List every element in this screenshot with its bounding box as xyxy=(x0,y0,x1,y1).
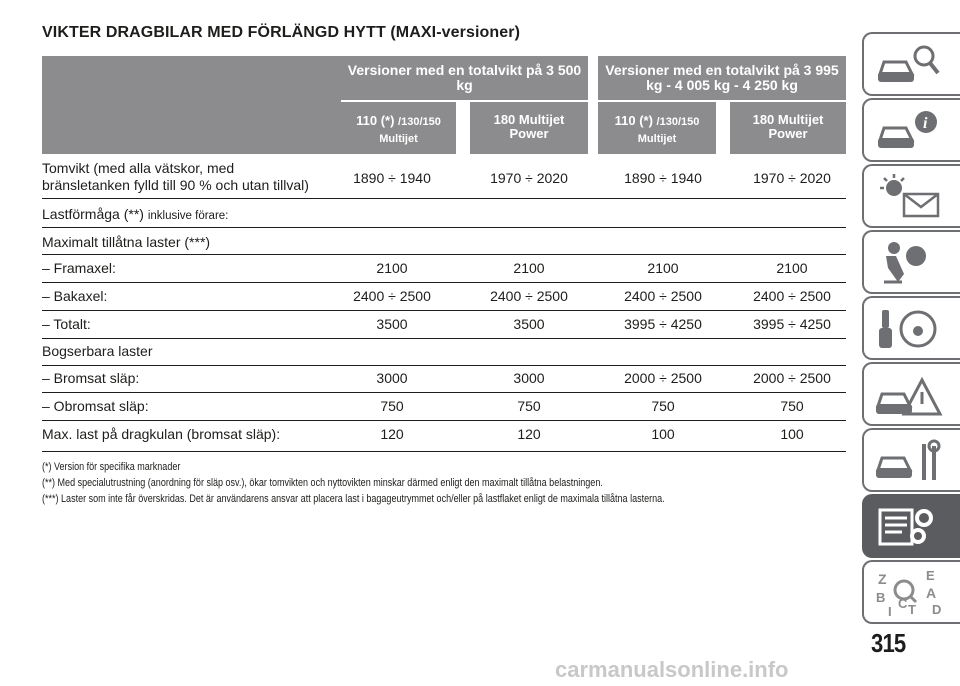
row-label: – Bromsat släp: xyxy=(42,370,140,386)
row-divider xyxy=(42,198,846,199)
car-info-icon xyxy=(874,106,944,156)
row-divider xyxy=(42,338,846,339)
key-steering-wheel-icon xyxy=(874,304,944,354)
cell-value: 1890 ÷ 1940 xyxy=(353,170,431,186)
cell-value: 3000 xyxy=(376,370,408,386)
row-divider xyxy=(42,420,846,421)
row-label: Maximalt tillåtna laster (***) xyxy=(42,234,211,250)
cell-value: 100 xyxy=(651,426,675,442)
cell-value: 2000 ÷ 2500 xyxy=(753,370,831,386)
cell-value: 2400 ÷ 2500 xyxy=(753,288,831,304)
car-warning-triangle-icon xyxy=(874,370,944,420)
index-letter: Z xyxy=(878,571,887,587)
airbag-person-icon xyxy=(874,238,944,288)
cell-value: 2000 ÷ 2500 xyxy=(624,370,702,386)
subheader-label: 110 (*) /130/150 Multijet xyxy=(614,113,700,145)
alphabetical-index-icon xyxy=(874,568,944,618)
cell-value: 3500 xyxy=(513,316,545,332)
tab-maintenance[interactable] xyxy=(862,428,960,492)
technical-data-gear-icon xyxy=(874,502,944,552)
cell-value: 120 xyxy=(380,426,404,442)
subheader-label: 110 (*) /130/150 Multijet xyxy=(356,113,441,145)
table-header-left xyxy=(42,56,341,154)
cell-value: 100 xyxy=(780,426,804,442)
row-label: – Totalt: xyxy=(42,316,91,332)
page-title: VIKTER DRAGBILAR MED FÖRLÄNGD HYTT (MAXI-versioner) xyxy=(42,24,520,41)
subheader-label: 180 Multijet Power xyxy=(752,112,824,141)
row-divider xyxy=(42,227,846,228)
index-letter: T xyxy=(908,602,916,617)
tab-emergency[interactable] xyxy=(862,362,960,426)
tab-warning-lights[interactable] xyxy=(862,164,960,228)
cell-value: 750 xyxy=(380,398,404,414)
cell-value: 3995 ÷ 4250 xyxy=(624,316,702,332)
row-divider xyxy=(42,282,846,283)
row-divider xyxy=(42,365,846,366)
row-divider xyxy=(42,451,846,452)
tab-index[interactable] xyxy=(862,560,960,624)
cell-value: 3500 xyxy=(376,316,408,332)
footnote: (**) Med specialutrustning (anordning för släp osv.), ökar tomvikten och nyttovikten minskar därmed enligt den maximalt tillåtna belastningen. xyxy=(42,477,603,489)
row-label: Max. last på dragkulan (bromsat släp): xyxy=(42,426,281,442)
cell-value: 750 xyxy=(517,398,541,414)
cell-value: 750 xyxy=(651,398,675,414)
page-number: 315 xyxy=(871,628,906,658)
index-letter: E xyxy=(926,568,935,583)
row-divider xyxy=(42,392,846,393)
index-letter: D xyxy=(932,602,942,617)
tab-safety[interactable] xyxy=(862,230,960,294)
index-letter: B xyxy=(876,590,886,605)
tab-car-info[interactable] xyxy=(862,98,960,162)
cell-value: 2400 ÷ 2500 xyxy=(624,288,702,304)
car-search-icon xyxy=(874,40,944,90)
cell-value: 2400 ÷ 2500 xyxy=(353,288,431,304)
index-letter: I xyxy=(888,604,892,618)
tab-starting-driving[interactable] xyxy=(862,296,960,360)
watermark: carmanualsonline.info xyxy=(555,657,789,682)
row-divider xyxy=(42,254,846,255)
group-header-label: Versioner med en totalvikt på 3 995 kg - 4 005 kg - 4 250 kg xyxy=(605,62,839,93)
cell-value: 1970 ÷ 2020 xyxy=(753,170,831,186)
row-label: Bogserbara laster xyxy=(42,343,153,359)
row-label: – Obromsat släp: xyxy=(42,398,149,414)
cell-value: 750 xyxy=(780,398,804,414)
cell-value: 2100 xyxy=(376,260,408,276)
tab-technical-data[interactable] xyxy=(862,494,960,558)
car-tools-icon xyxy=(874,436,944,486)
cell-value: 1970 ÷ 2020 xyxy=(490,170,568,186)
warning-light-message-icon xyxy=(874,172,944,222)
footnote: (***) Laster som inte får överskridas. Det är användarens ansvar att placera last i bagageutrymmet och/eller på lastflaket enligt de maximala tillåtna lasterna. xyxy=(42,493,665,505)
svg-text:i: i xyxy=(923,115,928,132)
cell-value: 2400 ÷ 2500 xyxy=(490,288,568,304)
row-label: – Bakaxel: xyxy=(42,288,108,304)
cell-value: 3995 ÷ 4250 xyxy=(753,316,831,332)
subheader-label: 180 Multijet Power xyxy=(493,112,565,141)
footnote: (*) Version för specifika marknader xyxy=(42,461,181,473)
cell-value: 1890 ÷ 1940 xyxy=(624,170,702,186)
cell-value: 2100 xyxy=(776,260,808,276)
row-divider xyxy=(42,310,846,311)
cell-value: 120 xyxy=(517,426,541,442)
index-letter: A xyxy=(926,585,937,601)
row-label: Lastförmåga (**) inklusive förare: xyxy=(42,206,229,222)
cell-value: 2100 xyxy=(647,260,679,276)
group-header-label: Versioner med en totalvikt på 3 500 kg xyxy=(347,62,582,93)
row-label: Tomvikt (med alla vätskor, med bränsletanken fylld till 90 % och utan tillval) xyxy=(42,160,309,193)
row-label: – Framaxel: xyxy=(42,260,116,276)
cell-value: 2100 xyxy=(513,260,545,276)
index-letter: C xyxy=(898,596,908,611)
tab-car-search[interactable] xyxy=(862,32,960,96)
cell-value: 3000 xyxy=(513,370,545,386)
